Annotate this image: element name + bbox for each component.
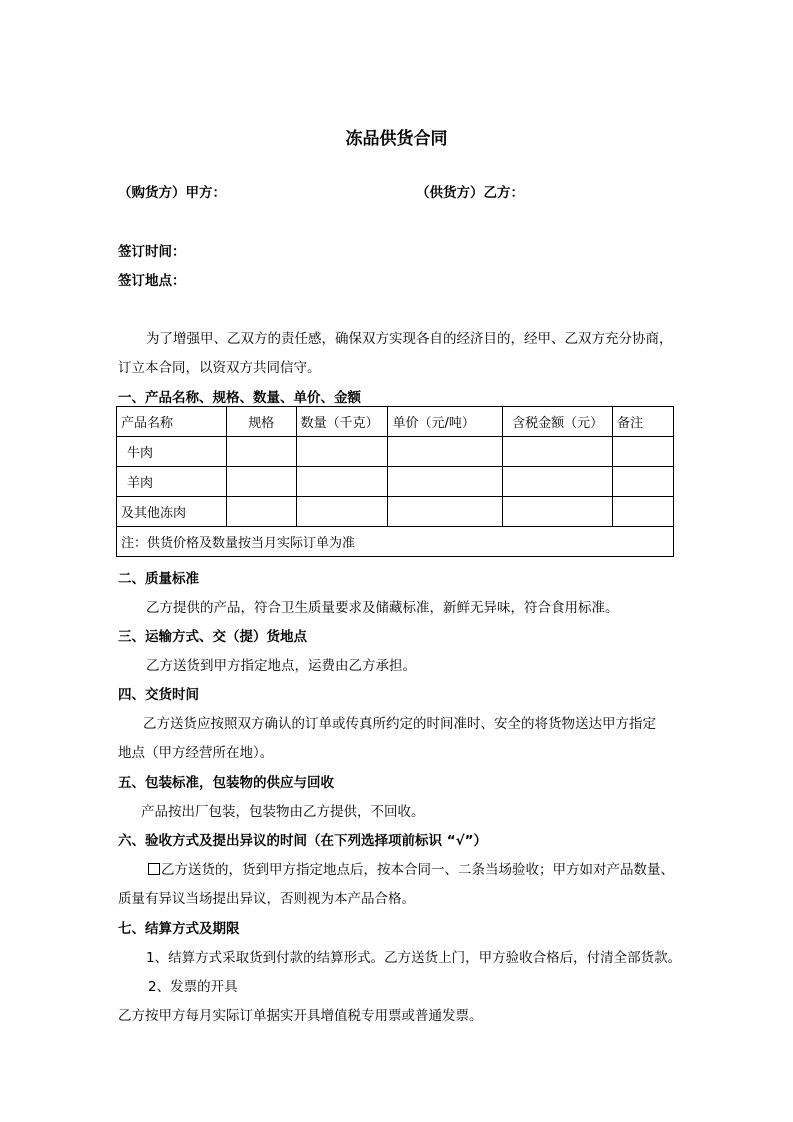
product-table [116,406,674,557]
table-row [117,497,674,527]
section-7-text: 乙方按甲方每月实际订单据实开具增值税专用票或普通发票。 [118,1008,483,1024]
buyer-label: （购货方）甲方： [118,185,226,201]
section-1-heading: 一、产品名称、规格、数量、单价、金额 [118,390,361,406]
product-name-cell: 牛肉 [117,437,227,467]
section-6-line-2: 质量有异议当场提出异议，否则视为本产品合格。 [118,891,415,907]
intro-line-1: 为了增强甲、乙双方的责任感，确保双方实现各自的经济目的，经甲、乙双方充分协商， [146,331,673,347]
intro-line-2: 订立本合同，以资双方共同信守。 [118,360,321,376]
table-note-row [117,527,674,557]
table-row [117,437,674,467]
section-2-text: 乙方提供的产品，符合卫生质量要求及储藏标准，新鲜无异味，符合食用标准。 [146,600,619,616]
section-2-heading: 二、质量标准 [118,571,199,587]
empty-cell [388,437,503,467]
header-unit-price: 单价（元/吨） [388,407,503,437]
section-7-item-1: 1、结算方式采取货到付款的结算形式。乙方送货上门，甲方验收合格后，付清全部货款。 [146,950,682,966]
empty-cell [388,467,503,497]
empty-cell [613,437,674,467]
header-remark: 备注 [613,407,674,437]
empty-cell [296,437,388,467]
section-7-item-2: 2、发票的开具 [148,979,238,995]
empty-cell [503,437,613,467]
product-name-cell: 羊肉 [117,467,227,497]
section-6-line-1: 乙方送货的，货到甲方指定地点后，按本合同一、二条当场验收；甲方如对产品数量、 [161,862,674,878]
sign-place-label: 签订地点： [118,273,186,289]
empty-cell [296,497,388,527]
section-4-line-1: 乙方送货应按照双方确认的订单或传真所约定的时间准时、安全的将货物送达甲方指定 [143,716,656,732]
empty-cell [296,467,388,497]
table-header-row [117,407,674,437]
document-title: 冻品供货合同 [345,129,448,149]
empty-cell [226,437,296,467]
sign-time-label: 签订时间： [118,244,186,260]
checkbox-icon[interactable] [148,863,160,875]
section-6-heading: 六、验收方式及提出异议的时间（在下列选择项前标识 “√”） [118,833,487,849]
table-row [117,467,674,497]
empty-cell [388,497,503,527]
product-name-cell: 及其他冻肉 [117,497,227,527]
empty-cell [226,467,296,497]
header-product-name: 产品名称 [117,407,227,437]
empty-cell [503,467,613,497]
table-note: 注：供货价格及数量按当月实际订单为准 [117,527,674,557]
section-4-heading: 四、交货时间 [118,687,199,703]
section-3-text: 乙方送货到甲方指定地点，运费由乙方承担。 [146,658,416,674]
section-7-heading: 七、结算方式及期限 [118,921,240,937]
empty-cell [226,497,296,527]
section-5-text: 产品按出厂包装，包装物由乙方提供，不回收。 [141,804,425,820]
section-5-heading: 五、包装标准，包装物的供应与回收 [118,775,334,791]
header-quantity: 数量（千克） [296,407,388,437]
header-amount: 含税金额（元） [503,407,613,437]
empty-cell [613,467,674,497]
empty-cell [503,497,613,527]
empty-cell [613,497,674,527]
section-3-heading: 三、运输方式、交（提）货地点 [118,629,307,645]
header-spec: 规格 [226,407,296,437]
section-4-line-2: 地点（甲方经营所在地）。 [118,745,274,761]
seller-label: （供货方）乙方： [416,185,524,201]
section-6-line-1-wrapper [148,858,674,878]
